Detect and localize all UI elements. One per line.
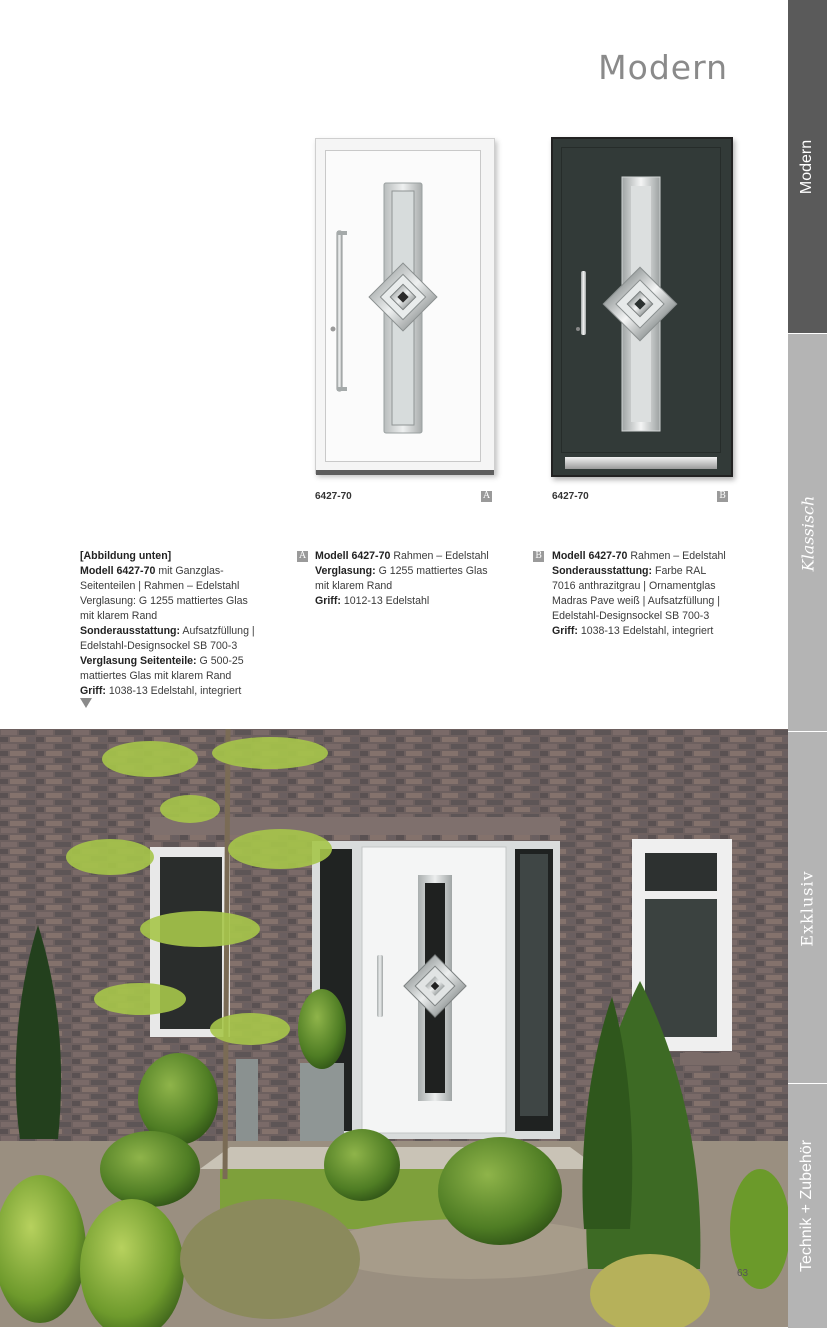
desc-text: Edelstahl-Designsockel SB 700-3 [80,640,238,652]
description-right [552,549,752,639]
desc-text: 1038-13 Edelstahl, integriert [577,625,714,637]
badge-b: B [533,551,544,562]
badge-b: B [717,491,728,502]
label: Sonderausstattung: [552,565,653,577]
door-b-model: 6427-70 [552,491,589,502]
desc-text: 7016 anthrazitgrau | Ornamentglas [552,580,716,592]
section-sidebar [788,0,827,1327]
model-label: Modell 6427-70 [80,565,156,577]
label: Verglasung Seitenteile: [80,655,197,667]
desc-text: mit Ganzglas- [155,565,224,577]
desc-text: G 500-25 [196,655,244,667]
label: Griff: [552,625,578,637]
door-image-a [315,138,495,474]
page-title: Modern [598,48,728,87]
desc-text: G 1255 mattiertes Glas [375,565,488,577]
desc-text: Edelstahl-Designsockel SB 700-3 [552,610,710,622]
door-ornament-b [553,139,731,475]
door-image-b [551,137,733,477]
model-label: Modell 6427-70 [315,550,391,562]
desc-text: mattiertes Glas mit klarem Rand [80,670,232,682]
desc-text: 1038-13 Edelstahl, integriert [105,685,242,697]
tab-exklusiv[interactable] [788,731,827,1084]
desc-text: Madras Pave weiß | Aufsatzfüllung | [552,595,721,607]
description-left [80,549,285,699]
house-entrance-photo [0,729,788,1327]
desc-text: Seitenteilen | Rahmen – Edelstahl [80,580,240,592]
page-number: 63 [737,1268,749,1279]
badge-a: A [481,491,492,502]
desc-text: Verglasung: G 1255 mattiertes Glas [80,595,248,607]
tab-technik-zubehoer[interactable] [788,1083,827,1328]
tab-klassisch-label: Klassisch [798,495,817,571]
tab-modern-label: Modern [798,139,816,194]
desc-text: Rahmen – Edelstahl [390,550,489,562]
door-ornament-a [316,139,494,473]
label: Griff: [80,685,106,697]
tab-exklusiv-label: Exklusiv [798,869,817,947]
badge-a: A [297,551,308,562]
desc-text: mit klarem Rand [315,580,393,592]
tab-technik-label: Technik + Zubehör [798,1139,816,1273]
desc-text: Aufsatzfüllung | [180,625,255,637]
arrow-down-icon [80,698,92,708]
description-middle [315,549,515,609]
photo-illustration [0,729,788,1327]
label: Sonderausstattung: [80,625,181,637]
label: Griff: [315,595,341,607]
desc-text: Farbe RAL [652,565,707,577]
door-sill [565,457,717,469]
tab-klassisch[interactable] [788,333,827,732]
door-a-model: 6427-70 [315,491,352,502]
desc-text: mit klarem Rand [80,610,158,622]
model-label: Modell 6427-70 [552,550,628,562]
desc-text: Rahmen – Edelstahl [627,550,726,562]
heading: [Abbildung unten] [80,550,172,562]
label: Verglasung: [315,565,376,577]
desc-text: 1012-13 Edelstahl [340,595,430,607]
tab-modern[interactable] [788,0,827,333]
door-sill [316,470,494,475]
